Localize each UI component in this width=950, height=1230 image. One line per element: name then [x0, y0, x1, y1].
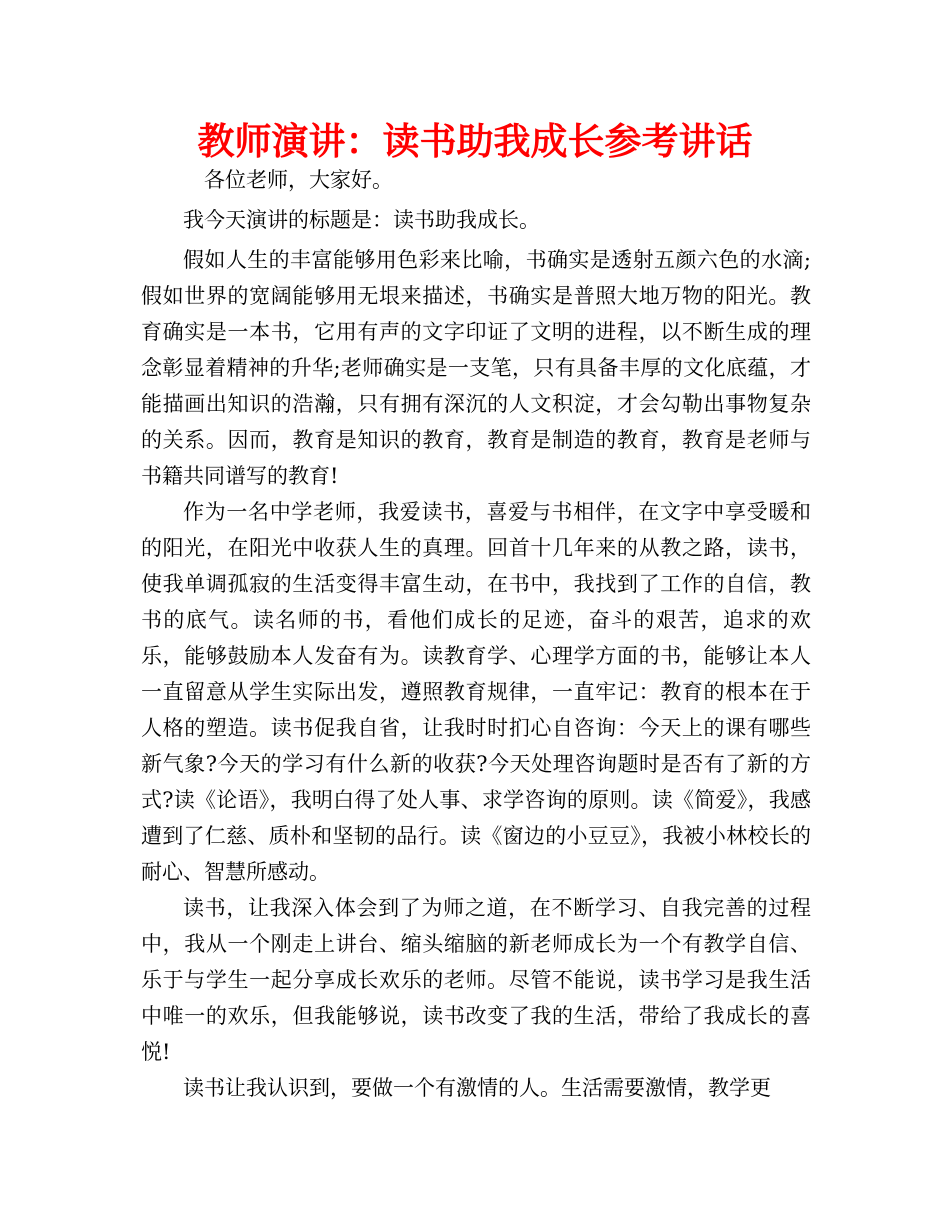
paragraph-topic: 我今天演讲的标题是：读书助我成长。 [183, 208, 540, 232]
paragraph-greeting: 各位老师，大家好。 [204, 168, 393, 192]
paragraph: 作为一名中学老师，我爱读书，喜爱与书相伴，在文字中享受暖和的阳光，在阳光中收获人生的真理。回首十几年来的从教之路，读书，使我单调孤寂的生活变得丰富生动，在书中，我找到了工作的自信，教书的底气。读名师的书，看他们成长的足迹，奋斗的艰苦，追求的欢乐，能够鼓励本人发奋有为。读教育学、心理学方面的书，能够让本人一直留意从学生实际出发，遵照教育规律，一直牢记：教育的根本在于人格的塑造。读书促我自省，让我时时扪心自咨询：今天上的课有哪些新气象?今天的学习有什么新的收获?今天处理咨询题时是否有了新的方式?读《论语》，我明白得了处人事、求学咨询的原则。读《简爱》，我感遭到了仁慈、质朴和坚韧的品行。读《窗边的小豆豆》，我被小林校长的耐心、智慧所感动。 [141, 500, 811, 884]
document-body [141, 162, 811, 1106]
paragraph: 假如人生的丰富能够用色彩来比喻，书确实是透射五颜六色的水滴;假如世界的宽阔能够用无垠来描述，书确实是普照大地万物的阳光。教育确实是一本书，它用有声的文字印证了文明的进程，以不断生成的理念彰显着精神的升华;老师确实是一支笔，只有具备丰厚的文化底蕴，才能描画出知识的浩瀚，只有拥有深沉的人文积淀，才会勾勒出事物复杂的关系。因而，教育是知识的教育，教育是制造的教育，教育是老师与书籍共同谱写的教育! [141, 248, 811, 488]
paragraph: 读书，让我深入体会到了为师之道，在不断学习、自我完善的过程中，我从一个刚走上讲台、缩头缩脑的新老师成长为一个有教学自信、乐于与学生一起分享成长欢乐的老师。尽管不能说，读书学习是我生活中唯一的欢乐，但我能够说，读书改变了我的生活，带给了我成长的喜悦! [141, 896, 811, 1064]
document-title: 教师演讲：读书助我成长参考讲话 [197, 120, 753, 163]
paragraph: 读书让我认识到，要做一个有激情的人。生活需要激情，教学更 [183, 1076, 771, 1100]
